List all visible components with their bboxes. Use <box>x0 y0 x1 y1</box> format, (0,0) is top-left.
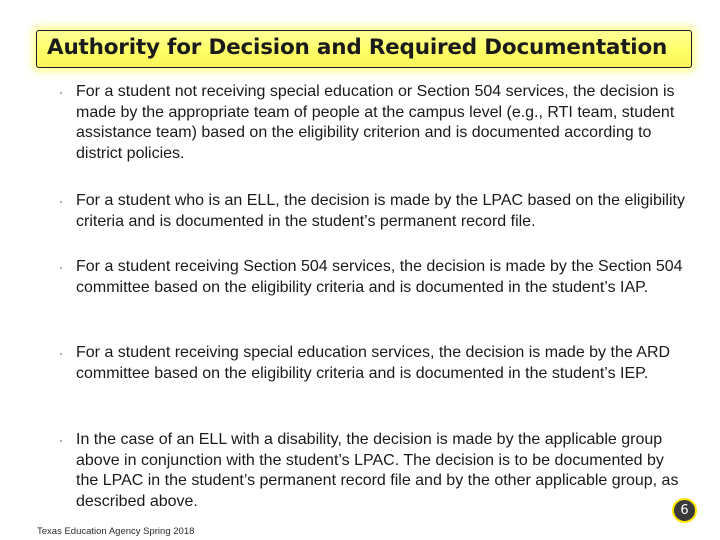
bullet-text: For a student who is an ELL, the decision is made by the LPAC based on the eligibility criteria and is documented in the student’s permanent record file. <box>76 192 685 230</box>
footer-source: Texas Education Agency Spring 2018 <box>37 526 195 537</box>
bullet-text: For a student receiving special education services, the decision is made by the ARD committee based on the eligibility criteria and is documented in the student’s IEP. <box>76 344 671 382</box>
page-number-badge <box>672 498 697 523</box>
bullet-text: For a student not receiving special education or Section 504 services, the decision is made by the appropriate team of people at the campus level (e.g., RTI team, student assistance team) based on the eligibility criterion and is documented according to district policies. <box>76 83 675 162</box>
page-number: 6 <box>680 503 689 518</box>
bullet-dot-icon <box>60 201 62 203</box>
bullet-dot-icon <box>60 353 62 355</box>
bullet-text: In the case of an ELL with a disability, the decision is made by the applicable group above in conjunction with the student’s LPAC. The decision is to be documented by the LPAC in the student’s permanent record file and by the other applicable group, as described above. <box>76 431 679 510</box>
bullet-text: For a student receiving Section 504 services, the decision is made by the Section 504 committee based on the eligibility criteria and is documented in the student’s IAP. <box>76 258 683 296</box>
page-title: Authority for Decision and Required Documentation <box>47 35 668 60</box>
bullet-dot-icon <box>60 267 62 269</box>
bullet-dot-icon <box>60 440 62 442</box>
bullet-dot-icon <box>60 92 62 94</box>
